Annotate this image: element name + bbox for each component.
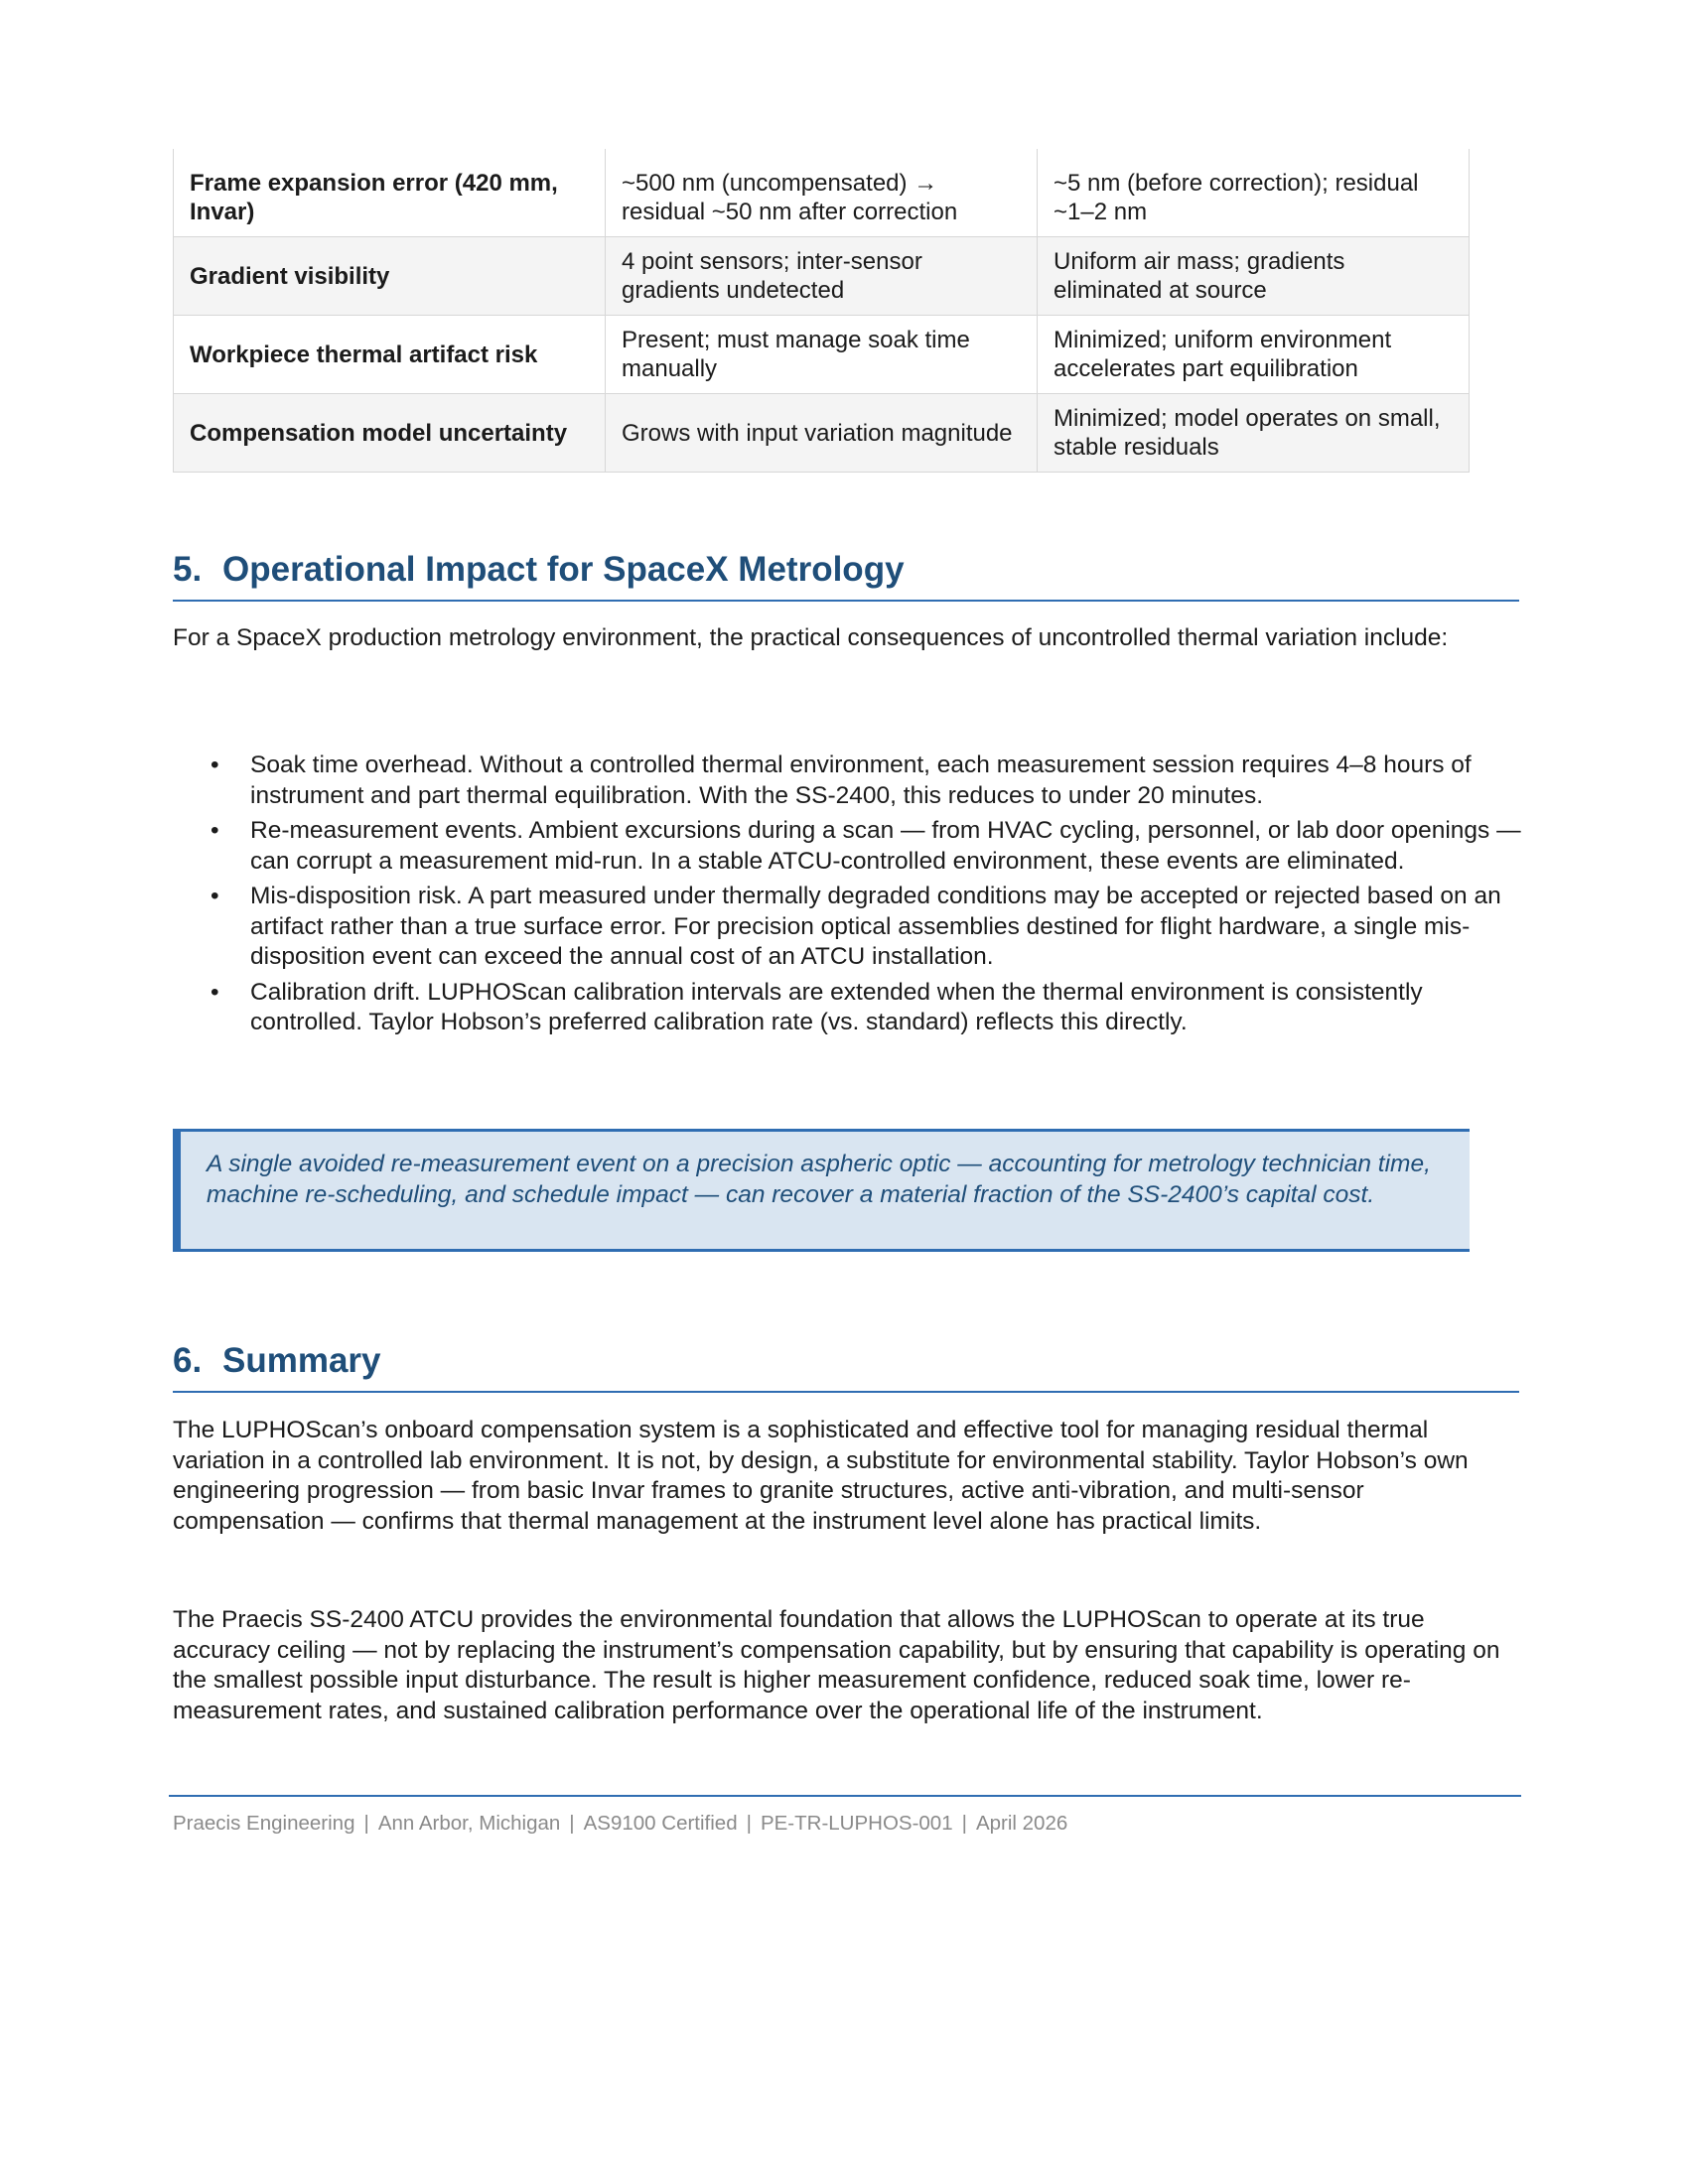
section-6-number: 6. bbox=[173, 1341, 203, 1380]
summary-paragraph-1: The LUPHOScan’s onboard compensation system is a sophisticated and effective tool for managing residual thermal variation in a controlled lab environment. It is not, by design, a substitute for environmental stability. Taylor Hobson’s own engineering progression — from basic Invar frames to granite structures, active anti-vibration, and multi-sensor compensation — confirms that thermal management at the instrument level alone has practical limits. bbox=[173, 1417, 1469, 1535]
table-cell-parameter: Frame expansion error (420 mm, Invar) bbox=[174, 149, 606, 237]
section-6-heading bbox=[173, 1339, 1519, 1393]
section-5-heading bbox=[173, 548, 1519, 602]
table-cell-parameter: Workpiece thermal artifact risk bbox=[174, 316, 606, 394]
bullet-marker: • bbox=[211, 817, 219, 844]
section-6-title: Summary bbox=[222, 1341, 381, 1380]
table-row bbox=[174, 316, 1470, 394]
table-row bbox=[174, 394, 1470, 473]
bullet-text: Soak time overhead. Without a controlled thermal environment, each measurement session requires 4–8 hours of instrument and part thermal equilibration. With the SS-2400, this reduces to under 20 minutes. bbox=[250, 751, 1472, 809]
footer-date: April 2026 bbox=[975, 1812, 1068, 1835]
table-row bbox=[174, 237, 1470, 316]
comparison-table bbox=[173, 149, 1470, 473]
bullet-text: Calibration drift. LUPHOScan calibration intervals are extended when the thermal environment is consistently controlled. Taylor Hobson’s preferred calibration rate (vs. standard) reflects this directly. bbox=[250, 978, 1423, 1035]
bullet-marker: • bbox=[211, 883, 219, 909]
impact-bullet-list bbox=[173, 751, 1523, 1043]
footer-separator: | bbox=[569, 1812, 575, 1835]
footer-doc-id: PE-TR-LUPHOS-001 bbox=[760, 1812, 953, 1835]
table-cell-parameter: Gradient visibility bbox=[174, 237, 606, 316]
footer-divider bbox=[169, 1795, 1521, 1797]
footer-separator: | bbox=[746, 1812, 752, 1835]
footer-location: Ann Arbor, Michigan bbox=[377, 1812, 561, 1835]
table-cell-with-atcu: Minimized; uniform environment accelerates part equilibration bbox=[1038, 316, 1470, 394]
list-item bbox=[173, 751, 1523, 811]
table-cell-without-atcu: Present; must manage soak time manually bbox=[606, 316, 1038, 394]
table-cell-with-atcu: Minimized; model operates on small, stable residuals bbox=[1038, 394, 1470, 473]
bullet-text: Re-measurement events. Ambient excursions during a scan — from HVAC cycling, personnel, or lab door openings — can corrupt a measurement mid-run. In a stable ATCU-controlled environment, these events are eliminated. bbox=[250, 817, 1521, 875]
summary-paragraph-2: The Praecis SS-2400 ATCU provides the environmental foundation that allows the LUPHOScan to operate at its true accuracy ceiling — not by replacing the instrument’s compensation capability, but by ensuring that capability is operating on the smallest possible input disturbance. The result is higher measurement confidence, reduced soak time, lower re-measurement rates, and sustained calibration performance over the operational life of the instrument. bbox=[173, 1606, 1500, 1724]
footer-company: Praecis Engineering bbox=[173, 1812, 355, 1835]
table-cell-with-atcu: ~5 nm (before correction); residual ~1–2 nm bbox=[1038, 149, 1470, 237]
table-cell-without-atcu: Grows with input variation magnitude bbox=[606, 394, 1038, 473]
bullet-text: Mis-disposition risk. A part measured under thermally degraded conditions may be accepted or rejected based on an artifact rather than a true surface error. For precision optical assemblies destined for flight hardware, a single mis-disposition event can exceed the annual cost of an ATCU installation. bbox=[250, 883, 1501, 970]
section-5-intro: For a SpaceX production metrology environment, the practical consequences of uncontrolled thermal variation include: bbox=[173, 624, 1449, 651]
footer-separator: | bbox=[363, 1812, 369, 1835]
bullet-marker: • bbox=[211, 978, 219, 1006]
footer-certification: AS9100 Certified bbox=[583, 1812, 738, 1835]
section-5-title: Operational Impact for SpaceX Metrology bbox=[222, 550, 905, 589]
callout-box: A single avoided re-measurement event on a precision aspheric optic — accounting for metrology technician time, machine re-scheduling, and schedule impact — can recover a material fraction of the SS-2400’s capital cost. bbox=[173, 1129, 1470, 1252]
section-5-number: 5. bbox=[173, 550, 203, 589]
bullet-marker: • bbox=[211, 751, 219, 778]
table-cell-without-atcu: ~500 nm (uncompensated) → residual ~50 nm after correction bbox=[606, 149, 1038, 237]
list-item bbox=[173, 978, 1523, 1038]
table-row bbox=[174, 149, 1470, 237]
table-cell-with-atcu: Uniform air mass; gradients eliminated at source bbox=[1038, 237, 1470, 316]
table-cell-parameter: Compensation model uncertainty bbox=[174, 394, 606, 473]
list-item bbox=[173, 882, 1523, 973]
table-cell-without-atcu: 4 point sensors; inter-sensor gradients undetected bbox=[606, 237, 1038, 316]
page-footer bbox=[173, 1812, 1067, 1836]
list-item bbox=[173, 816, 1523, 877]
footer-separator: | bbox=[961, 1812, 967, 1835]
